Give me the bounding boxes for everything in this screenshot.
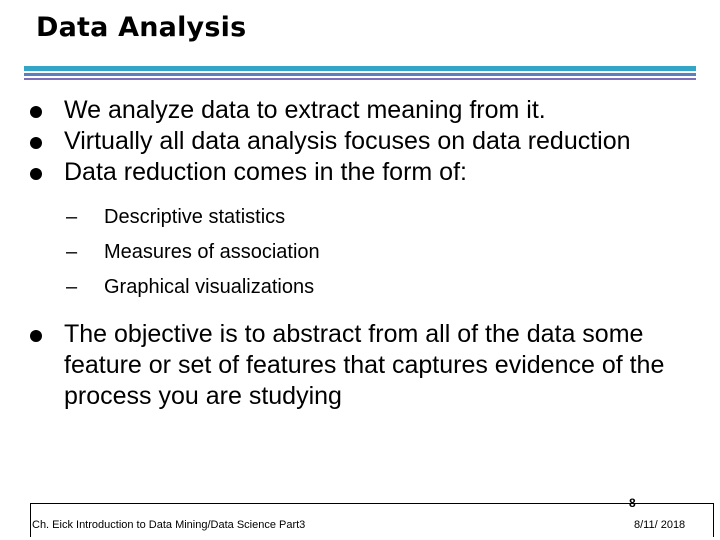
bullet-item	[30, 157, 710, 188]
bullet-item	[30, 126, 710, 157]
bullet-text: Virtually all data analysis focuses on data reduction	[64, 127, 631, 155]
dash-icon: –	[66, 241, 78, 263]
bullet-item	[30, 95, 710, 126]
slide-title: Data Analysis	[36, 12, 247, 43]
title-divider-bottom	[24, 78, 696, 80]
bullet-dot-icon	[30, 168, 42, 180]
bullet-list	[30, 95, 710, 412]
footer-course: Ch. Eick Introduction to Data Mining/Data Science Part3	[32, 519, 306, 531]
bullet-dot-icon	[30, 137, 42, 149]
title-divider-top	[24, 66, 696, 71]
bullet-text: We analyze data to extract meaning from it.	[64, 96, 546, 124]
dash-icon: –	[66, 206, 78, 228]
sub-bullet-item	[30, 235, 710, 270]
sub-bullet-item	[30, 270, 710, 305]
sub-bullet-text: Descriptive statistics	[104, 206, 286, 228]
bullet-text: The objective is to abstract from all of the data some feature or set of features that captures evidence of the process you are studying	[64, 320, 665, 410]
sub-bullet-list	[30, 200, 710, 305]
bullet-item	[30, 319, 710, 412]
sub-bullet-item	[30, 200, 710, 235]
bullet-dot-icon	[30, 106, 42, 118]
page-number: 8	[629, 496, 636, 510]
footer-date: 8/11/ 2018	[634, 519, 686, 531]
title-divider-middle	[24, 73, 696, 76]
bullet-text: Data reduction comes in the form of:	[64, 158, 467, 186]
bullet-dot-icon	[30, 330, 42, 342]
sub-bullet-text: Measures of association	[104, 241, 320, 263]
sub-bullet-text: Graphical visualizations	[104, 276, 315, 298]
dash-icon: –	[66, 276, 78, 298]
